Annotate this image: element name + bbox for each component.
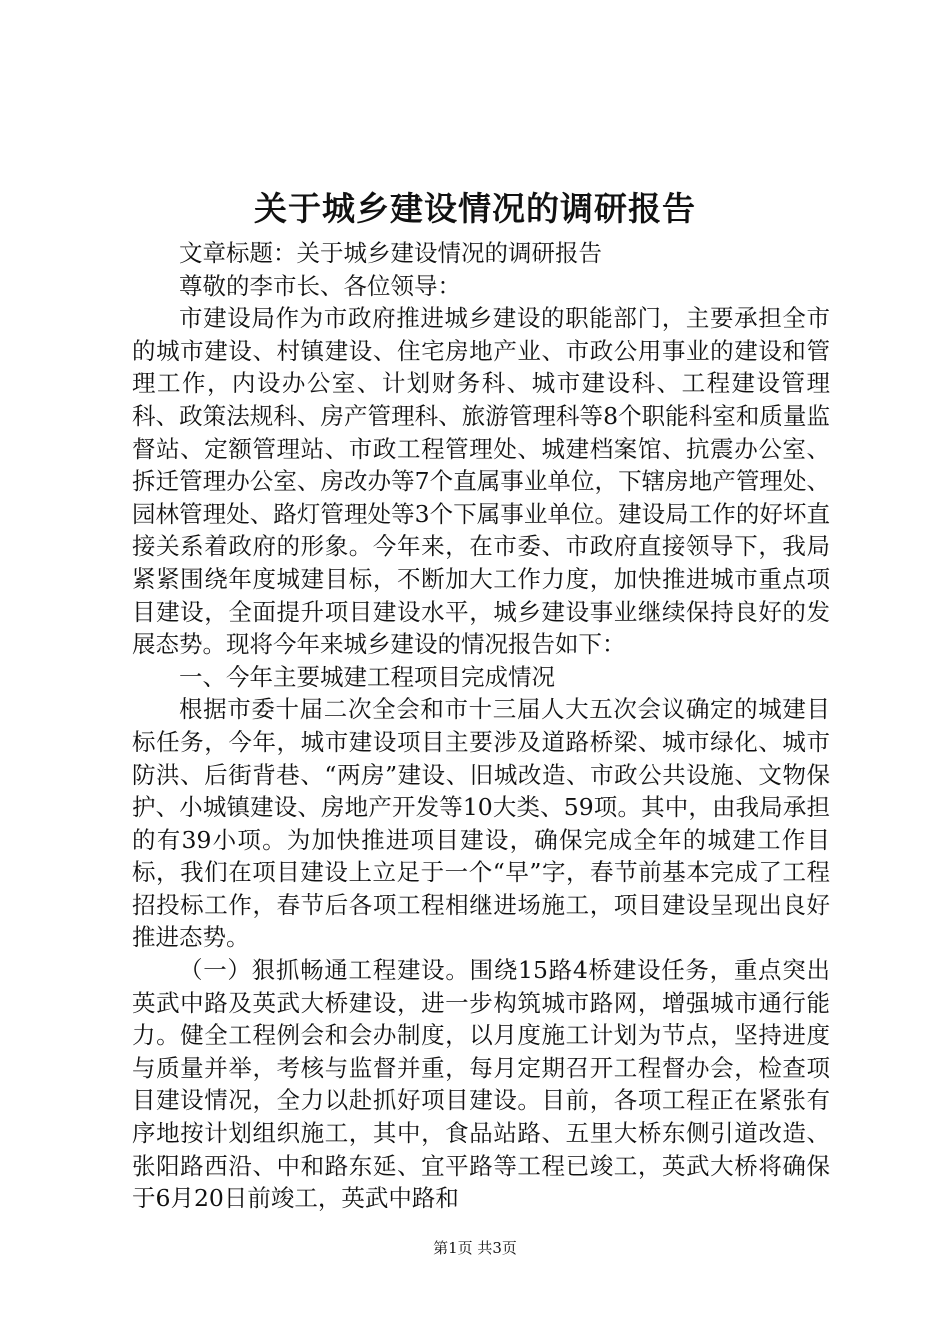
document-title: 关于城乡建设情况的调研报告	[254, 189, 696, 228]
paragraph-project-overview: 根据市委十届二次全会和市十三届人大五次会议确定的城建目标任务，今年，城市建设项目主要涉及道路桥梁、城市绿化、城市防洪、后街背巷、“两房”建设、旧城改造、市政公共设施、文物保护、小城镇建设、房地产开发等10大类、59项。其中，由我局承担的有39小项。为加快推进项目建设，确保完成全年的城建工作目标，我们在项目建设上立足于一个“早”字，春节前基本完成了工程招投标工作，春节后各项工程相继进场施工，项目建设呈现出良好推进态势。	[132, 695, 830, 952]
page-footer: 第1页 共3页	[433, 1239, 517, 1257]
paragraph-introduction: 市建设局作为市政府推进城乡建设的职能部门，主要承担全市的城市建设、村镇建设、住宅房地产业、市政公用事业的建设和管理工作，内设办公室、计划财务科、城市建设科、工程建设管理科、政策法规科、房产管理科、旅游管理科等8个职能科室和质量监督站、定额管理站、市政工程管理处、城建档案馆、抗震办公室、拆迁管理办公室、房改办等7个直属事业单位，下辖房地产管理处、园林管理处、路灯管理处等3个下属事业单位。建设局工作的好坏直接关系着政府的形象。今年来，在市委、市政府直接领导下，我局紧紧围绕年度城建目标，不断加大工作力度，加快推进城市重点项目建设，全面提升项目建设水平，城乡建设事业继续保持良好的发展态势。现将今年来城乡建设的情况报告如下：	[132, 304, 830, 659]
paragraph-article-title: 文章标题：关于城乡建设情况的调研报告	[179, 239, 602, 267]
paragraph-traffic-projects: （一）狠抓畅通工程建设。围绕15路4桥建设任务，重点突出英武中路及英武大桥建设，进一步构筑城市路网，增强城市通行能力。健全工程例会和会办制度，以月度施工计划为节点，坚持进度与质量并举，考核与监督并重，每月定期召开工程督办会，检查项目建设情况，全力以赴抓好项目建设。目前，各项工程正在紧张有序地按计划组织施工，其中，食品站路、五里大桥东侧引道改造、张阳路西沿、中和路东延、宜平路等工程已竣工，英武大桥将确保于6月20日前竣工，英武中路和	[132, 956, 830, 1213]
paragraph-salutation: 尊敬的李市长、各位领导：	[179, 271, 461, 300]
document-body	[132, 237, 830, 1215]
section-heading-1: 一、今年主要城建工程项目完成情况	[179, 662, 555, 691]
